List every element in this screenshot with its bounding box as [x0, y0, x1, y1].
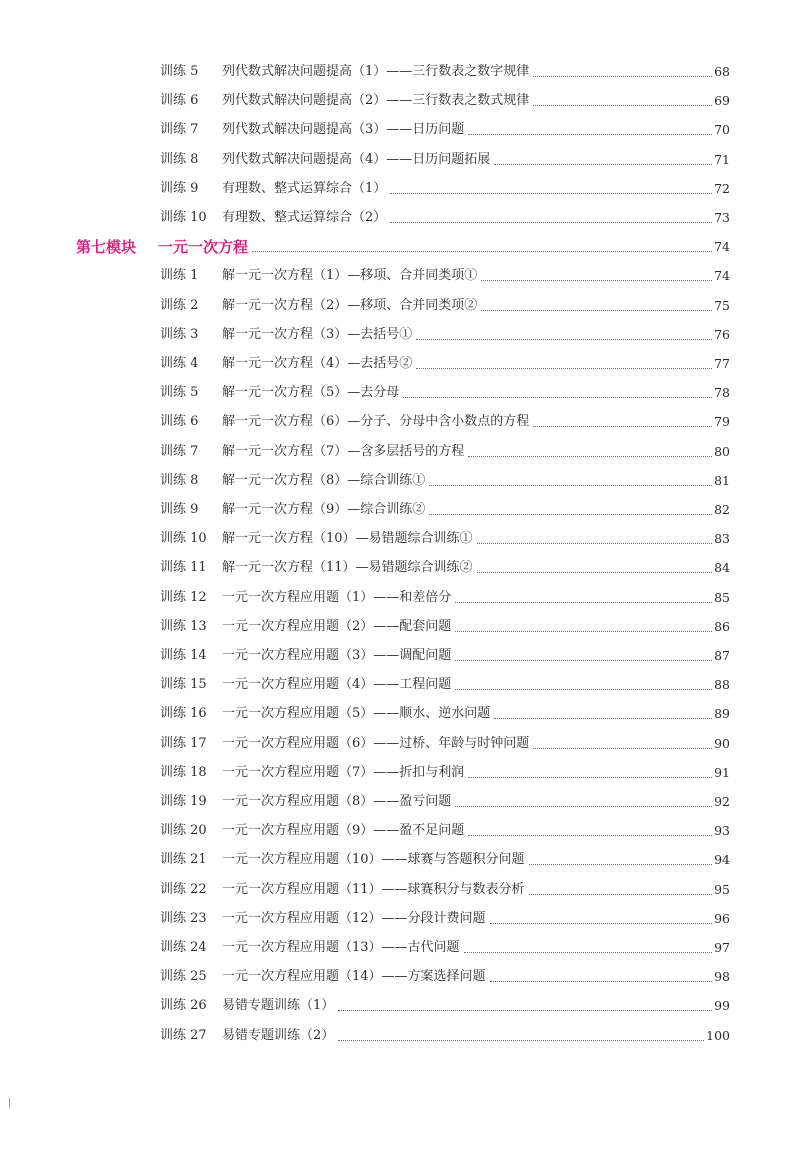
page-number: 73 [714, 210, 730, 225]
entry-title: 列代数式解决问题提高（4）——日历问题拓展 [222, 151, 491, 167]
page-number: 93 [714, 823, 730, 839]
toc-entry[interactable] [160, 410, 730, 430]
dot-leader [455, 601, 712, 603]
dot-leader [468, 455, 712, 457]
entry-code: 训练 24 [160, 940, 207, 955]
entry-code: 训练 15 [160, 677, 207, 693]
toc-entry[interactable] [160, 264, 730, 284]
toc-entry[interactable] [160, 294, 730, 314]
entry-title: 解一元一次方程（5）—去分母 [222, 385, 400, 401]
toc-entry[interactable] [160, 907, 730, 927]
dot-leader [464, 951, 713, 953]
dot-leader [429, 513, 712, 515]
dot-leader [494, 717, 712, 719]
toc-entry[interactable] [160, 615, 730, 635]
entry-code: 训练 7 [160, 443, 199, 459]
entry-code: 训练 19 [160, 794, 207, 809]
dot-leader [533, 75, 712, 77]
dot-leader [477, 542, 713, 544]
entry-title: 一元一次方程应用题（7）——折扣与利润 [222, 764, 465, 780]
dot-leader [490, 922, 713, 924]
page-number: 96 [714, 910, 730, 926]
entry-title: 解一元一次方程（11）—易错题综合训练② [222, 560, 473, 576]
entry-title: 一元一次方程应用题（5）——顺水、逆水问题 [222, 706, 491, 722]
entry-code: 训练 7 [160, 122, 199, 138]
page-number: 78 [714, 385, 730, 401]
entry-code: 训练 22 [160, 881, 207, 897]
toc-entry[interactable] [160, 878, 730, 898]
entry-title: 易错专题训练（2） [222, 1027, 335, 1043]
entry-title: 有理数、整式运算综合（1） [222, 180, 387, 196]
entry-title: 一元一次方程应用题（4）——工程问题 [222, 677, 452, 693]
toc-entry[interactable] [160, 177, 730, 197]
toc-entry[interactable] [160, 527, 730, 547]
page-number: 91 [714, 764, 730, 780]
module-label: 第七模块 [76, 238, 137, 257]
entry-code: 训练 14 [160, 648, 207, 663]
toc-entry[interactable] [160, 1024, 730, 1044]
entry-title: 解一元一次方程（10）—易错题综合训练① [222, 531, 473, 547]
entry-code: 训练 13 [160, 618, 207, 634]
page-number: 89 [714, 706, 730, 722]
page-number: 99 [714, 998, 730, 1014]
toc-entry[interactable] [160, 118, 730, 138]
entry-title: 一元一次方程应用题（14）——方案选择问题 [222, 969, 486, 985]
toc-entry[interactable] [160, 498, 730, 518]
page-number: 90 [714, 735, 730, 751]
dot-leader [390, 192, 712, 194]
dot-leader [481, 279, 712, 281]
dot-leader [533, 104, 712, 106]
toc-entry[interactable] [160, 323, 730, 343]
page-number: 86 [714, 618, 730, 634]
toc-entry[interactable] [160, 673, 730, 693]
entry-code: 训练 3 [160, 326, 199, 342]
entry-title: 解一元一次方程（3）—去括号① [222, 326, 413, 342]
entry-title: 一元一次方程应用题（11）——球赛积分与数表分析 [222, 881, 525, 897]
dot-leader [455, 630, 712, 632]
page-number: 77 [714, 356, 730, 371]
entry-title: 列代数式解决问题提高（3）——日历问题 [222, 122, 465, 138]
entry-code: 训练 25 [160, 969, 207, 985]
entry-code: 训练 5 [160, 385, 199, 401]
page-number: 80 [714, 443, 730, 459]
dot-leader [468, 776, 712, 778]
dot-leader [416, 367, 712, 369]
page-number: 72 [714, 180, 730, 196]
page-number: 75 [714, 297, 730, 313]
dot-leader [494, 163, 712, 165]
toc-entry[interactable] [160, 206, 730, 226]
page-number: 84 [714, 560, 730, 576]
toc-entry[interactable] [160, 556, 730, 576]
page-number: 95 [714, 881, 730, 897]
dot-leader [529, 893, 713, 895]
entry-code: 训练 9 [160, 180, 199, 196]
entry-title: 易错专题训练（1） [222, 998, 335, 1014]
dot-leader [390, 221, 712, 223]
entry-title: 解一元一次方程（8）—综合训练① [222, 472, 426, 488]
entry-code: 训练 8 [160, 472, 199, 488]
entry-title: 解一元一次方程（6）—分子、分母中含小数点的方程 [222, 414, 530, 430]
entry-code: 训练 11 [160, 560, 207, 576]
dot-leader [481, 309, 712, 311]
toc-entry[interactable] [160, 936, 730, 956]
entry-code: 训练 10 [160, 210, 207, 225]
toc-entry[interactable] [160, 819, 730, 839]
dot-leader [529, 863, 713, 865]
entry-code: 训练 12 [160, 589, 207, 605]
dot-leader [429, 484, 712, 486]
page-number: 92 [714, 794, 730, 809]
dot-leader [533, 425, 712, 427]
page-number: 68 [714, 64, 730, 79]
toc-entry[interactable] [160, 702, 730, 722]
entry-title: 一元一次方程应用题（9）——盈不足问题 [222, 823, 465, 839]
toc-entry[interactable] [160, 644, 730, 664]
page-number: 85 [714, 589, 730, 605]
toc-entry[interactable] [160, 732, 730, 752]
dot-leader [533, 747, 712, 749]
entry-code: 训练 5 [160, 64, 199, 79]
entry-title: 一元一次方程应用题（2）——配套问题 [222, 618, 452, 634]
entry-code: 训练 2 [160, 297, 199, 313]
entry-title: 列代数式解决问题提高（1）——三行数表之数字规律 [222, 64, 530, 79]
entry-code: 训练 8 [160, 151, 199, 167]
page-number: 97 [714, 940, 730, 955]
toc-entry[interactable] [160, 469, 730, 489]
entry-code: 训练 10 [160, 531, 207, 547]
entry-title: 有理数、整式运算综合（2） [222, 210, 387, 225]
page-number: 81 [714, 472, 730, 488]
page-number: 69 [714, 93, 730, 109]
page-number: 88 [714, 677, 730, 693]
dot-leader [455, 659, 712, 661]
page-number: 94 [714, 852, 730, 868]
page-number: 71 [714, 151, 730, 167]
entry-title: 一元一次方程应用题（12）——分段计费问题 [222, 910, 486, 926]
entry-code: 训练 20 [160, 823, 207, 839]
entry-code: 训练 27 [160, 1027, 207, 1043]
entry-title: 解一元一次方程（9）—综合训练② [222, 502, 426, 517]
dot-leader [468, 133, 712, 135]
dot-leader [468, 834, 712, 836]
entry-title: 列代数式解决问题提高（2）——三行数表之数式规律 [222, 93, 530, 109]
entry-title: 一元一次方程应用题（13）——古代问题 [222, 940, 460, 955]
entry-code: 训练 6 [160, 414, 199, 430]
entry-title: 解一元一次方程（4）—去括号② [222, 356, 413, 371]
entry-title: 一元一次方程应用题（6）——过桥、年龄与时钟问题 [222, 735, 530, 751]
toc-entry[interactable] [160, 965, 730, 985]
dot-leader [455, 688, 712, 690]
dot-leader [338, 1039, 704, 1041]
dot-leader [490, 980, 713, 982]
toc-entry[interactable] [160, 994, 730, 1014]
dot-leader [477, 571, 713, 573]
entry-title: 一元一次方程应用题（10）——球赛与答题积分问题 [222, 852, 525, 868]
toc-entry[interactable] [160, 761, 730, 781]
entry-code: 训练 26 [160, 998, 207, 1014]
page-number: 98 [714, 969, 730, 985]
entry-title: 解一元一次方程（2）—移项、合并同类项② [222, 297, 478, 313]
module-title: 一元一次方程 [158, 239, 249, 256]
page-number: 82 [714, 502, 730, 517]
entry-code: 训练 18 [160, 764, 207, 780]
dot-leader [403, 396, 712, 398]
page-number: 74 [714, 268, 730, 284]
toc-entry[interactable] [160, 89, 730, 109]
entry-title: 一元一次方程应用题（3）——调配问题 [222, 648, 452, 663]
entry-code: 训练 21 [160, 852, 207, 868]
page-number: 79 [714, 414, 730, 430]
toc-entry[interactable] [160, 352, 730, 372]
entry-code: 训练 9 [160, 502, 199, 517]
dot-leader [455, 805, 712, 807]
page-number: 74 [714, 239, 730, 255]
entry-code: 训练 17 [160, 735, 207, 751]
page-number: 83 [714, 531, 730, 547]
page-number: 70 [714, 122, 730, 138]
toc-entry[interactable] [160, 440, 730, 460]
toc-entry[interactable] [160, 848, 730, 868]
entry-title: 解一元一次方程（7）—含多层括号的方程 [222, 443, 465, 459]
entry-code: 训练 1 [160, 268, 199, 284]
page-number: 87 [714, 648, 730, 663]
toc-module-heading[interactable] [76, 235, 730, 255]
entry-title: 一元一次方程应用题（8）——盈亏问题 [222, 794, 452, 809]
dot-leader [338, 1009, 712, 1011]
toc-entry[interactable] [160, 586, 730, 606]
entry-code: 训练 16 [160, 706, 207, 722]
entry-code: 训练 6 [160, 93, 199, 109]
page-number: 100 [706, 1027, 730, 1043]
toc-entry[interactable] [160, 790, 730, 810]
entry-title: 解一元一次方程（1）—移项、合并同类项① [222, 268, 478, 284]
toc-entry[interactable] [160, 381, 730, 401]
dot-leader [252, 250, 712, 252]
entry-code: 训练 23 [160, 910, 207, 926]
entry-code: 训练 4 [160, 356, 199, 371]
page-number: 76 [714, 326, 730, 342]
page-edge-mark [9, 1098, 10, 1108]
toc-entry[interactable] [160, 148, 730, 168]
entry-title: 一元一次方程应用题（1）——和差倍分 [222, 589, 452, 605]
dot-leader [416, 338, 712, 340]
toc-entry[interactable] [160, 60, 730, 80]
